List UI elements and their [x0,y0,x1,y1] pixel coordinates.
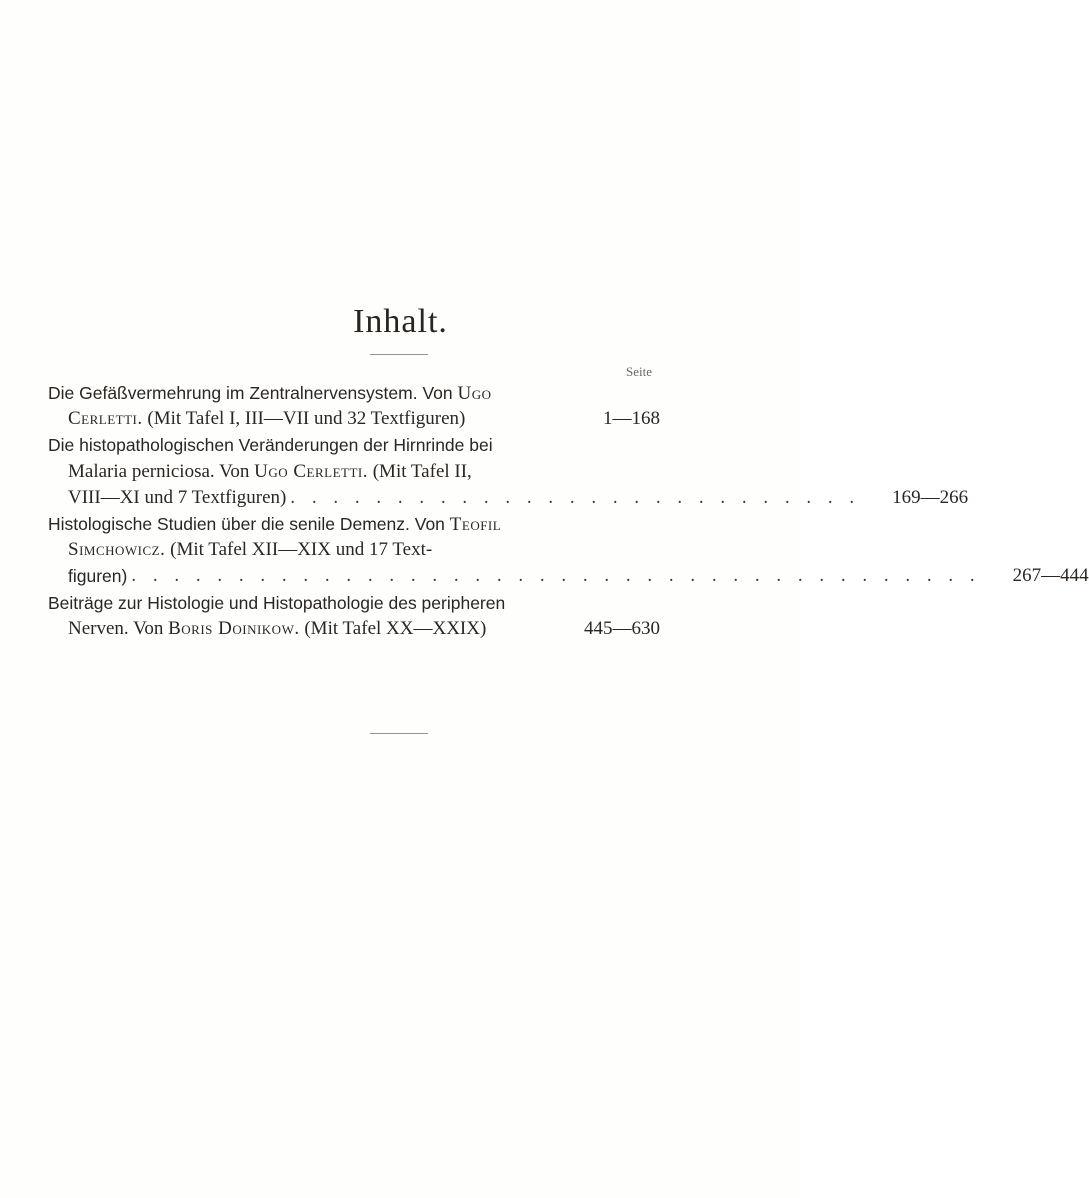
toc-entry-title: (Mit Tafel XII—XIX und 17 Text- [165,539,433,561]
toc-entry-line [48,537,660,563]
seite-column-label: Seite [626,364,652,379]
page-title: Inhalt. [353,303,448,340]
toc-entry [48,380,660,432]
toc-entry-line [48,511,660,537]
table-of-contents [48,380,1089,642]
toc-entry-line [48,616,660,642]
toc-entry-author: Cerletti. [68,408,143,430]
toc-entry-line [48,563,1089,589]
leader-dots: . . . . . . . . . . . . . . . . . . . . . . . . . . . . . . . . . . . . . . . . [131,565,981,587]
toc-entry-title: (Mit Tafel I, III—VII und 32 Textfiguren) [142,408,466,430]
toc-entry-title: Malaria perniciosa. Von [68,460,255,482]
toc-entry-title: Die histopathologischen Veränderungen der Hirnrinde bei [48,435,493,456]
toc-entry-title: Die Gefäßvermehrung im Zentralnervensystem. Von [48,383,458,403]
toc-entry-title: (Mit Tafel XX—XXIX) [299,617,487,639]
toc-entry-line [48,485,969,511]
leader-dots: . . . . . . . . . . . . . . . . . . . . . . . . . . . [290,486,861,508]
toc-entry-line [48,380,660,406]
toc-entry-title: Histologische Studien über die senile Demenz. Von [48,513,450,534]
toc-entry [48,432,969,511]
toc-entry-title: (Mit Tafel II, [367,460,472,482]
toc-entry-pages: 267—444 [1012,565,1089,587]
toc-entry-pages: 445—630 [584,617,660,639]
toc-entry-author: Ugo Cerletti. [254,460,368,482]
toc-entry-author: Ugo [457,383,492,404]
toc-entry-line [48,459,660,485]
toc-entry-title: figuren) [68,566,128,587]
toc-entry-pages: 169—266 [892,486,969,508]
toc-entry-title: Nerven. Von [68,617,169,639]
toc-entry-title: VIII—XI und 7 Textfiguren) [68,486,287,508]
toc-entry-line [48,406,660,432]
toc-entry-author: Teofil [449,513,502,535]
toc-entry-title: Beiträge zur Histologie und Histopathologie des peripheren [48,592,506,613]
toc-entry-line [48,590,660,616]
toc-entry-author: Boris Doinikow. [168,617,300,639]
toc-entry-pages: 1—168 [603,408,660,430]
end-divider [370,733,428,734]
toc-entry-author: Simchowicz. [68,539,166,561]
toc-entry-line [48,432,660,458]
toc-entry [48,511,1089,590]
title-divider [370,354,428,355]
toc-entry [48,590,660,642]
